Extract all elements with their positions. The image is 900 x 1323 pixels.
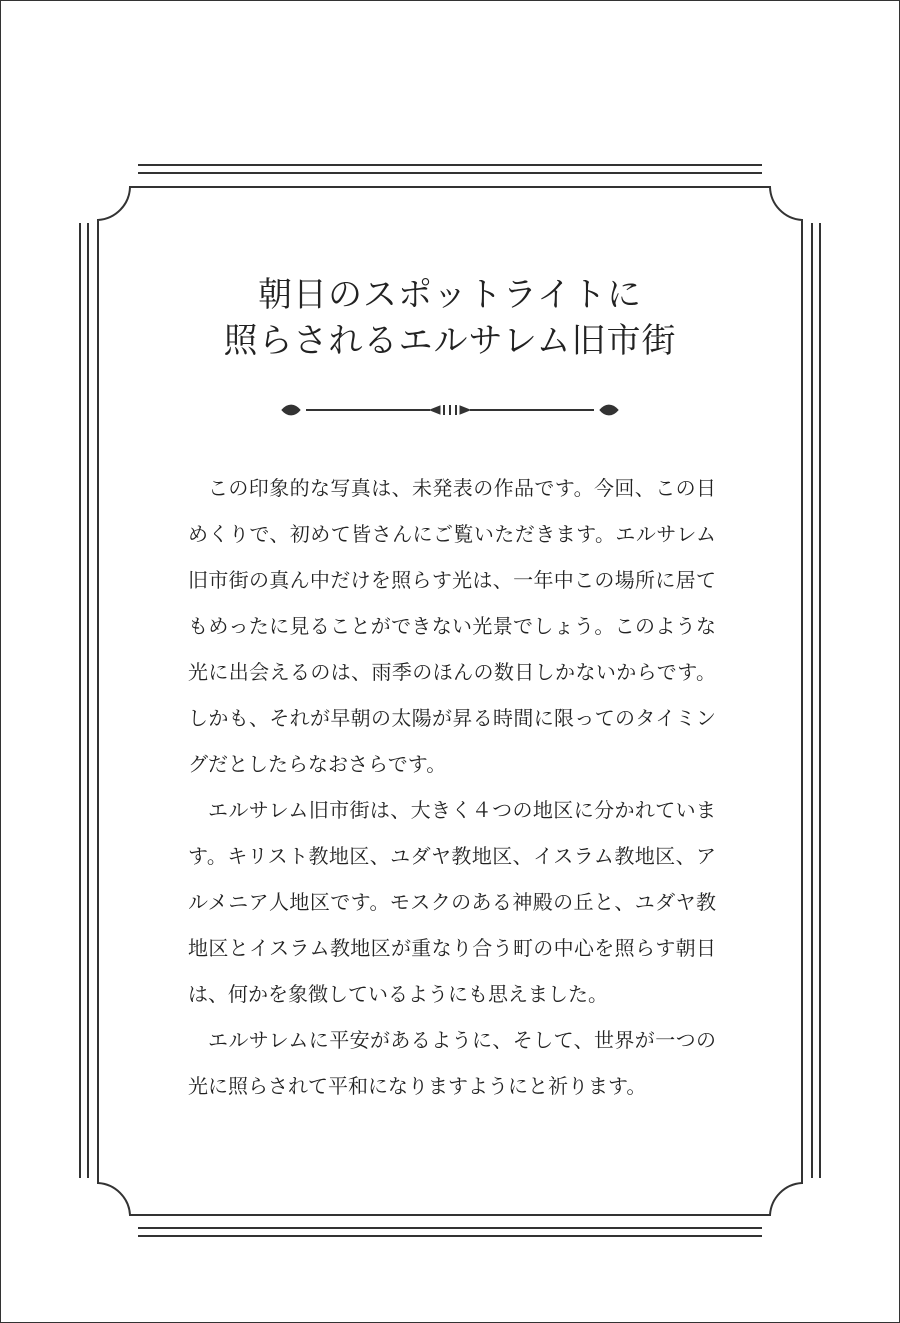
paragraph-2: エルサレム旧市街は、大きく４つの地区に分かれています。キリスト教地区、ユダヤ教地区、イスラム教地区、アルメニア人地区です。モスクのある神殿の丘と、ユダヤ教地区とイスラム教地区が重なり合う町の中心を照らす朝日は、何かを象徴しているようにも思えました。 (188, 798, 716, 1006)
title-line-1: 朝日のスポットライトに (258, 275, 642, 315)
divider-ornament (280, 398, 620, 422)
paragraph-3: エルサレムに平安があるように、そして、世界が一つの光に照らされて平和になりますようにと祈ります。 (188, 1028, 716, 1098)
paragraph-1: この印象的な写真は、未発表の作品です。今回、この日めくりで、初めて皆さんにご覧いただきます。エルサレム旧市街の真ん中だけを照らす光は、一年中この場所に居てもめったに見ることができない光景でしょう。このような光に出会えるのは、雨季のほんの数日しかないからです。しかも、それが早朝の太陽が昇る時間に限ってのタイミングだとしたらなおさらです。 (188, 476, 716, 776)
body-text (188, 465, 716, 1109)
ornament-right-arrow-icon (460, 406, 470, 414)
ornament-left-leaf-icon (282, 405, 300, 415)
page-title (150, 272, 750, 364)
title-line-2: 照らされるエルサレム旧市街 (223, 321, 677, 361)
ornament-left-arrow-icon (430, 406, 440, 414)
ornament-right-leaf-icon (600, 405, 618, 415)
